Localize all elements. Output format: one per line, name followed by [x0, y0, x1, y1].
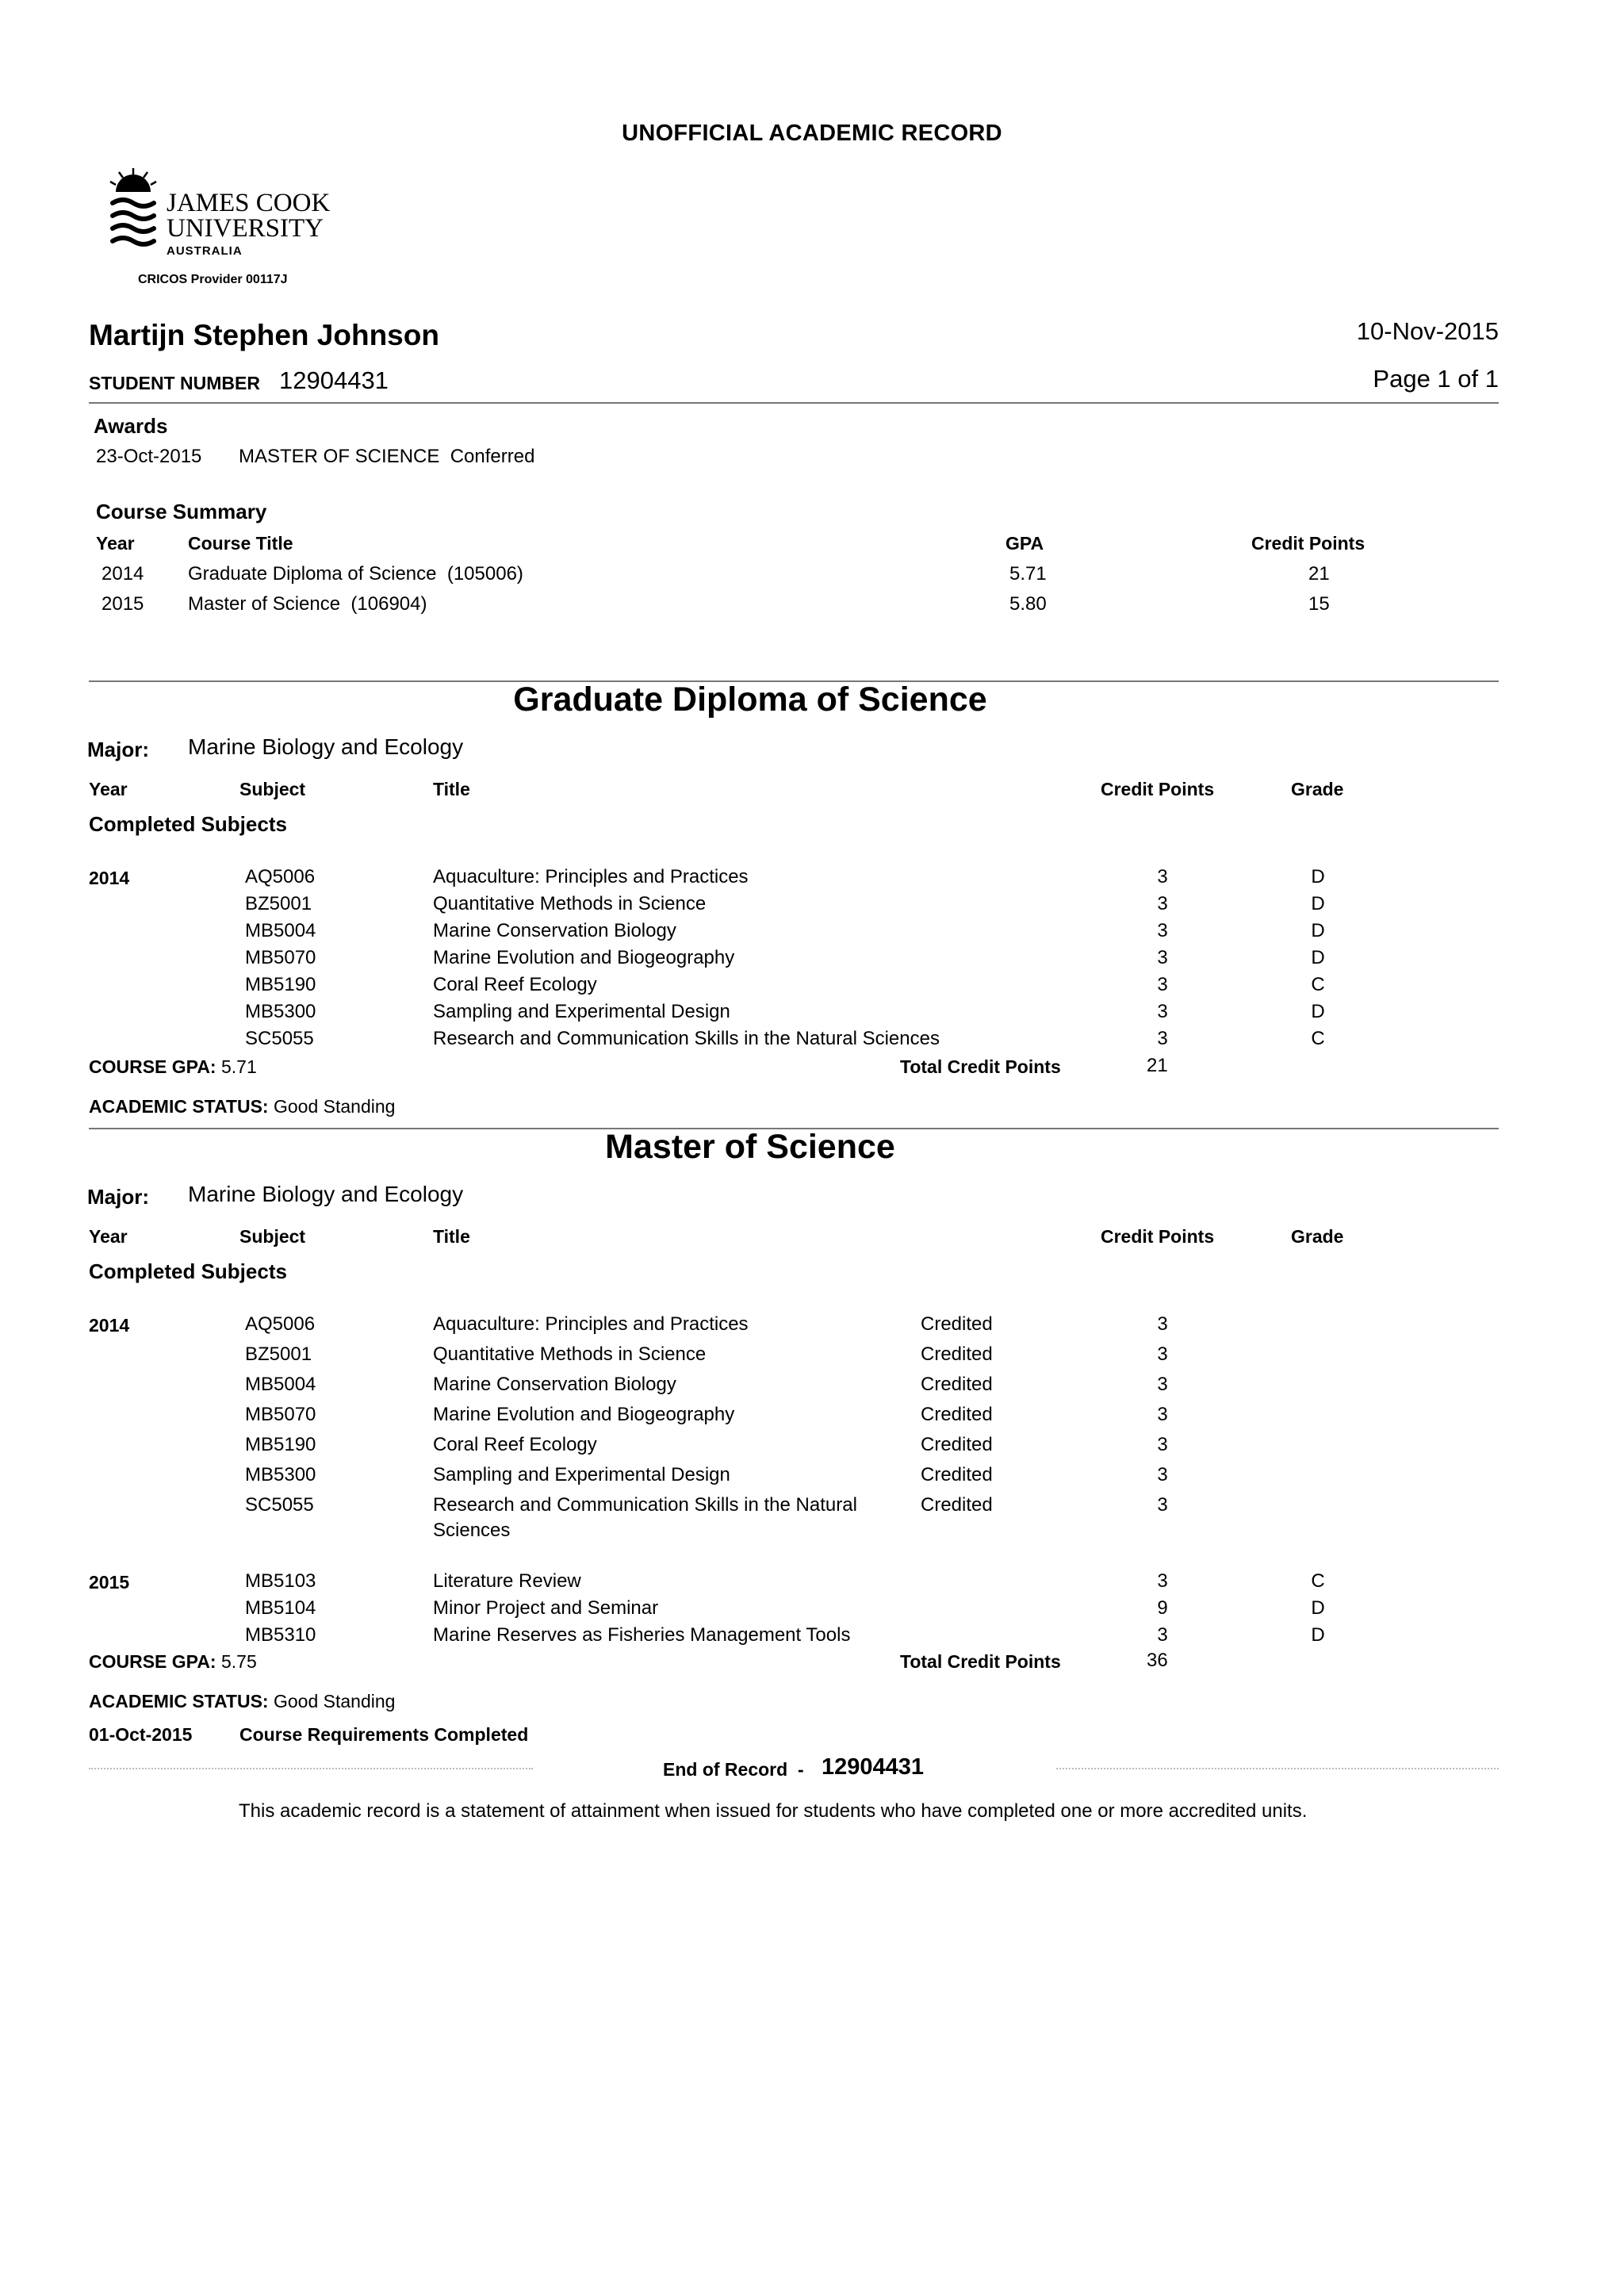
- subject-code: BZ5001: [245, 893, 312, 914]
- awards-heading: Awards: [94, 414, 168, 438]
- summary-credit: 15: [1308, 593, 1330, 615]
- summary-col-credit: Credit Points: [1251, 533, 1365, 554]
- gds-col-credit: Credit Points: [1101, 779, 1215, 799]
- cricos-provider: CRICOS Provider 00117J: [138, 273, 288, 286]
- ms-requirements-date: 01-Oct-2015: [89, 1724, 193, 1745]
- record-statement: This academic record is a statement of attainment when issued for students who have completed one or more accredited units.: [239, 1800, 1308, 1822]
- subject-credit: 3: [1157, 1494, 1168, 1516]
- ms-course-gpa: [89, 1651, 257, 1673]
- subject-title: Coral Reef Ecology: [433, 974, 597, 995]
- subject-credit: 3: [1157, 893, 1168, 914]
- subject-title: Marine Reserves as Fisheries Management Tools: [433, 1624, 851, 1646]
- subject-grade: D: [1311, 893, 1325, 914]
- subject-credited-note: Credited: [921, 1343, 993, 1365]
- subject-code: MB5070: [245, 947, 316, 968]
- student-number: 12904431: [279, 366, 389, 394]
- subject-title: Marine Evolution and Biogeography: [433, 1404, 735, 1425]
- gds-major-label: Major:: [87, 738, 149, 761]
- subject-grade: D: [1311, 1597, 1325, 1619]
- subject-grade: D: [1311, 1001, 1325, 1022]
- header-divider: [89, 402, 1499, 404]
- gds-year: 2014: [89, 868, 130, 888]
- logo-line-3: AUSTRALIA: [167, 244, 243, 258]
- subject-credit: 3: [1157, 1343, 1168, 1365]
- subject-credited-note: Credited: [921, 1434, 993, 1455]
- ms-status-value: Good Standing: [273, 1691, 396, 1711]
- gds-col-year: Year: [89, 779, 128, 799]
- gds-total-value: 21: [1147, 1055, 1168, 1076]
- ms-gpa-value: 5.75: [220, 1651, 257, 1672]
- gds-course-gpa: [89, 1056, 257, 1078]
- subject-credit: 3: [1157, 1434, 1168, 1455]
- subject-credit: 3: [1157, 1001, 1168, 1022]
- summary-col-title: Course Title: [188, 533, 293, 554]
- logo-line-2: UNIVERSITY: [167, 214, 324, 243]
- subject-credit: 3: [1157, 1464, 1168, 1485]
- gds-completed-heading: Completed Subjects: [89, 812, 287, 836]
- subject-credit: 3: [1157, 1374, 1168, 1395]
- ms-year-1: 2014: [89, 1315, 130, 1336]
- gds-major: Marine Biology and Ecology: [188, 734, 464, 759]
- subject-code: MB5190: [245, 974, 316, 995]
- gds-academic-status: [89, 1096, 395, 1117]
- subject-code: SC5055: [245, 1028, 314, 1049]
- subject-code: SC5055: [245, 1494, 314, 1516]
- subject-credit: 9: [1157, 1597, 1168, 1619]
- subject-title: Research and Communication Skills in the Natural: [433, 1494, 857, 1516]
- gds-col-subject: Subject: [239, 779, 306, 799]
- subject-grade: C: [1311, 1028, 1325, 1049]
- subject-code: MB5190: [245, 1434, 316, 1455]
- subject-credit: 3: [1157, 1028, 1168, 1049]
- gds-status-label: ACADEMIC STATUS:: [89, 1096, 269, 1117]
- summary-gpa: 5.71: [1009, 563, 1047, 585]
- ms-major: Marine Biology and Ecology: [188, 1182, 464, 1206]
- gds-heading: Graduate Diploma of Science: [513, 680, 987, 719]
- summary-col-gpa: GPA: [1005, 533, 1044, 554]
- subject-title: Aquaculture: Principles and Practices: [433, 1313, 749, 1335]
- student-name: Martijn Stephen Johnson: [89, 319, 439, 351]
- ms-col-subject: Subject: [239, 1226, 306, 1247]
- subject-credit: 3: [1157, 1313, 1168, 1335]
- subject-title: Marine Conservation Biology: [433, 1374, 676, 1395]
- subject-title: Minor Project and Seminar: [433, 1597, 659, 1619]
- award-date: 23-Oct-2015: [96, 446, 202, 467]
- subject-title: Coral Reef Ecology: [433, 1434, 597, 1455]
- end-of-record-number: 12904431: [822, 1754, 925, 1780]
- subject-code: MB5300: [245, 1464, 316, 1485]
- subject-code: MB5004: [245, 1374, 316, 1395]
- gds-col-grade: Grade: [1291, 779, 1344, 799]
- dotted-divider-right: [1056, 1768, 1499, 1769]
- subject-credit: 3: [1157, 1404, 1168, 1425]
- subject-title-continued: Sciences: [433, 1520, 511, 1541]
- subject-grade: D: [1311, 920, 1325, 941]
- student-number-label: STUDENT NUMBER: [89, 373, 260, 393]
- issue-date: 10-Nov-2015: [1356, 317, 1499, 345]
- gds-gpa-label: COURSE GPA:: [89, 1056, 216, 1077]
- ms-year-2: 2015: [89, 1572, 130, 1593]
- subject-grade: C: [1311, 974, 1325, 995]
- subject-code: BZ5001: [245, 1343, 312, 1365]
- subject-code: MB5004: [245, 920, 316, 941]
- end-of-record-label: End of Record -: [663, 1759, 804, 1780]
- subject-credit: 3: [1157, 947, 1168, 968]
- subject-credit: 3: [1157, 1570, 1168, 1592]
- course-summary-heading: Course Summary: [96, 500, 267, 523]
- subject-credited-note: Credited: [921, 1313, 993, 1335]
- ms-heading: Master of Science: [605, 1128, 895, 1166]
- summary-gpa: 5.80: [1009, 593, 1047, 615]
- award-text: MASTER OF SCIENCE Conferred: [239, 446, 535, 467]
- subject-title: Research and Communication Skills in the Natural Sciences: [433, 1028, 940, 1049]
- subject-credit: 3: [1157, 920, 1168, 941]
- gds-col-title: Title: [433, 779, 470, 799]
- summary-year: 2014: [102, 563, 144, 585]
- subject-code: AQ5006: [245, 866, 316, 887]
- subject-title: Aquaculture: Principles and Practices: [433, 866, 749, 887]
- subject-credited-note: Credited: [921, 1464, 993, 1485]
- summary-title: Master of Science (106904): [188, 593, 427, 615]
- summary-credit: 21: [1308, 563, 1330, 585]
- ms-col-credit: Credit Points: [1101, 1226, 1215, 1247]
- subject-credited-note: Credited: [921, 1404, 993, 1425]
- summary-col-year: Year: [96, 533, 135, 554]
- page-number: Page 1 of 1: [1373, 365, 1499, 393]
- ms-col-grade: Grade: [1291, 1226, 1344, 1247]
- logo-line-1: JAMES COOK: [167, 189, 331, 217]
- gds-gpa-value: 5.71: [220, 1056, 257, 1077]
- ms-major-label: Major:: [87, 1185, 149, 1209]
- document-title: UNOFFICIAL ACADEMIC RECORD: [622, 121, 1002, 146]
- subject-credit: 3: [1157, 974, 1168, 995]
- summary-title: Graduate Diploma of Science (105006): [188, 563, 523, 585]
- subject-title: Marine Conservation Biology: [433, 920, 676, 941]
- ms-col-title: Title: [433, 1226, 470, 1247]
- ms-total-value: 36: [1147, 1650, 1168, 1671]
- subject-title: Quantitative Methods in Science: [433, 1343, 707, 1365]
- subject-title: Literature Review: [433, 1570, 581, 1592]
- subject-credit: 3: [1157, 1624, 1168, 1646]
- ms-requirements-text: Course Requirements Completed: [239, 1724, 529, 1745]
- subject-title: Sampling and Experimental Design: [433, 1464, 730, 1485]
- subject-grade: D: [1311, 1624, 1325, 1646]
- subject-title: Sampling and Experimental Design: [433, 1001, 730, 1022]
- summary-year: 2015: [102, 593, 144, 615]
- ms-total-label: Total Credit Points: [900, 1651, 1061, 1672]
- ms-gpa-label: COURSE GPA:: [89, 1651, 216, 1672]
- subject-grade: D: [1311, 866, 1325, 887]
- ms-completed-heading: Completed Subjects: [89, 1259, 287, 1283]
- subject-title: Quantitative Methods in Science: [433, 893, 707, 914]
- subject-code: MB5104: [245, 1597, 316, 1619]
- dotted-divider-left: [89, 1768, 533, 1769]
- subject-credit: 3: [1157, 866, 1168, 887]
- gds-total-label: Total Credit Points: [900, 1056, 1061, 1077]
- subject-grade: C: [1311, 1570, 1325, 1592]
- subject-grade: D: [1311, 947, 1325, 968]
- university-logo: [87, 159, 333, 289]
- subject-code: AQ5006: [245, 1313, 316, 1335]
- ms-col-year: Year: [89, 1226, 128, 1247]
- subject-code: MB5300: [245, 1001, 316, 1022]
- ms-status-label: ACADEMIC STATUS:: [89, 1691, 269, 1711]
- subject-code: MB5070: [245, 1404, 316, 1425]
- subject-title: Marine Evolution and Biogeography: [433, 947, 735, 968]
- subject-credited-note: Credited: [921, 1494, 993, 1516]
- subject-code: MB5310: [245, 1624, 316, 1646]
- gds-status-value: Good Standing: [273, 1096, 396, 1117]
- subject-credited-note: Credited: [921, 1374, 993, 1395]
- ms-academic-status: [89, 1691, 395, 1712]
- subject-code: MB5103: [245, 1570, 316, 1592]
